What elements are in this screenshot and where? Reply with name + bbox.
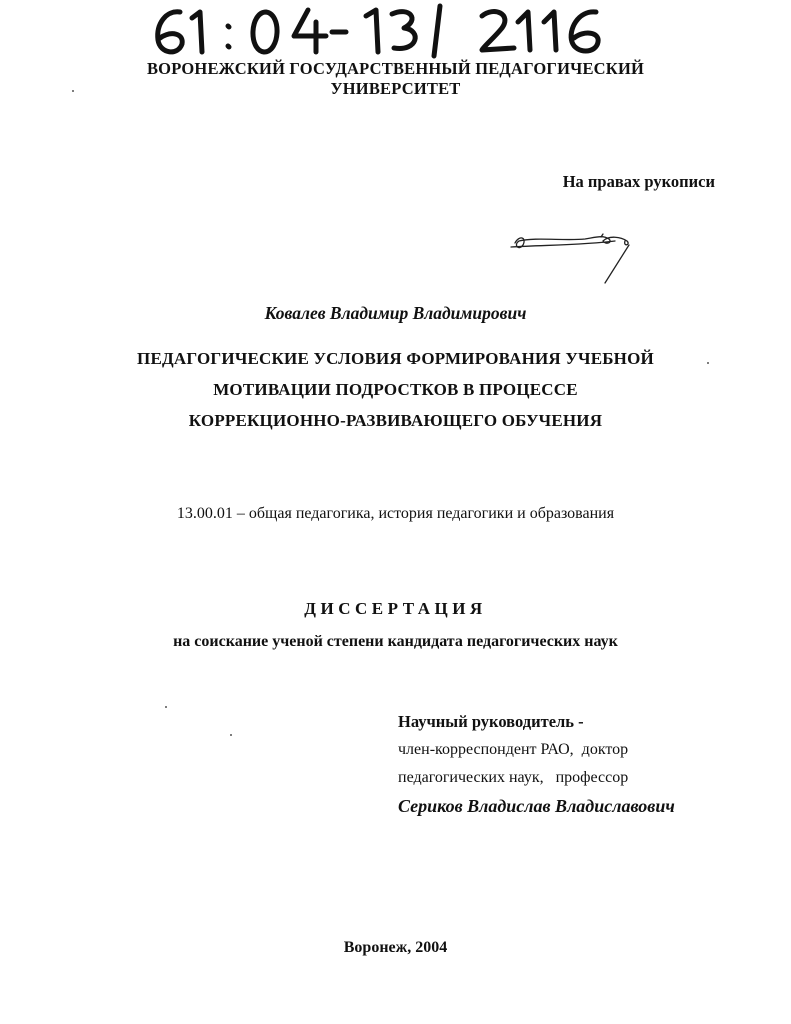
university-header bbox=[0, 59, 791, 99]
scan-speck bbox=[165, 706, 167, 708]
scan-speck bbox=[230, 734, 232, 736]
handwritten-archive-code bbox=[148, 2, 628, 60]
handwritten-code-drawing bbox=[148, 2, 628, 60]
advisor-name: Сериков Владислав Владиславович bbox=[398, 796, 675, 816]
scan-speck bbox=[72, 90, 74, 92]
author-signature bbox=[505, 215, 645, 287]
title-line-2: МОТИВАЦИИ ПОДРОСТКОВ В ПРОЦЕССЕ bbox=[213, 380, 578, 399]
signature-drawing bbox=[505, 215, 645, 287]
title-line-3: КОРРЕКЦИОННО-РАЗВИВАЮЩЕГО ОБУЧЕНИЯ bbox=[188, 411, 603, 430]
scientific-advisor-block bbox=[398, 712, 758, 817]
university-line-1: ВОРОНЕЖСКИЙ ГОСУДАРСТВЕННЫЙ ПЕДАГОГИЧЕСКИЙ bbox=[146, 59, 645, 78]
manuscript-rights-note: На правах рукописи bbox=[562, 172, 715, 191]
degree-statement: на соискание ученой степени кандидата педагогических наук bbox=[173, 633, 618, 650]
university-line-2: УНИВЕРСИТЕТ bbox=[330, 79, 461, 98]
scan-speck bbox=[707, 362, 709, 364]
advisor-label: Научный руководитель - bbox=[398, 712, 584, 731]
dissertation-title bbox=[0, 343, 791, 436]
advisor-rank-line-2: педагогических наук, профессор bbox=[398, 769, 629, 786]
work-type-heading: ДИССЕРТАЦИЯ bbox=[304, 599, 487, 618]
title-line-1: ПЕДАГОГИЧЕСКИЕ УСЛОВИЯ ФОРМИРОВАНИЯ УЧЕБНОЙ bbox=[137, 349, 654, 368]
city-year: Воронеж, 2004 bbox=[343, 939, 448, 956]
advisor-rank-line-1: член-корреспондент РАО, доктор bbox=[398, 741, 629, 758]
specialty-code: 13.00.01 – общая педагогика, история педагогики и образования bbox=[176, 505, 615, 522]
author-name: Ковалев Владимир Владимирович bbox=[264, 303, 527, 323]
